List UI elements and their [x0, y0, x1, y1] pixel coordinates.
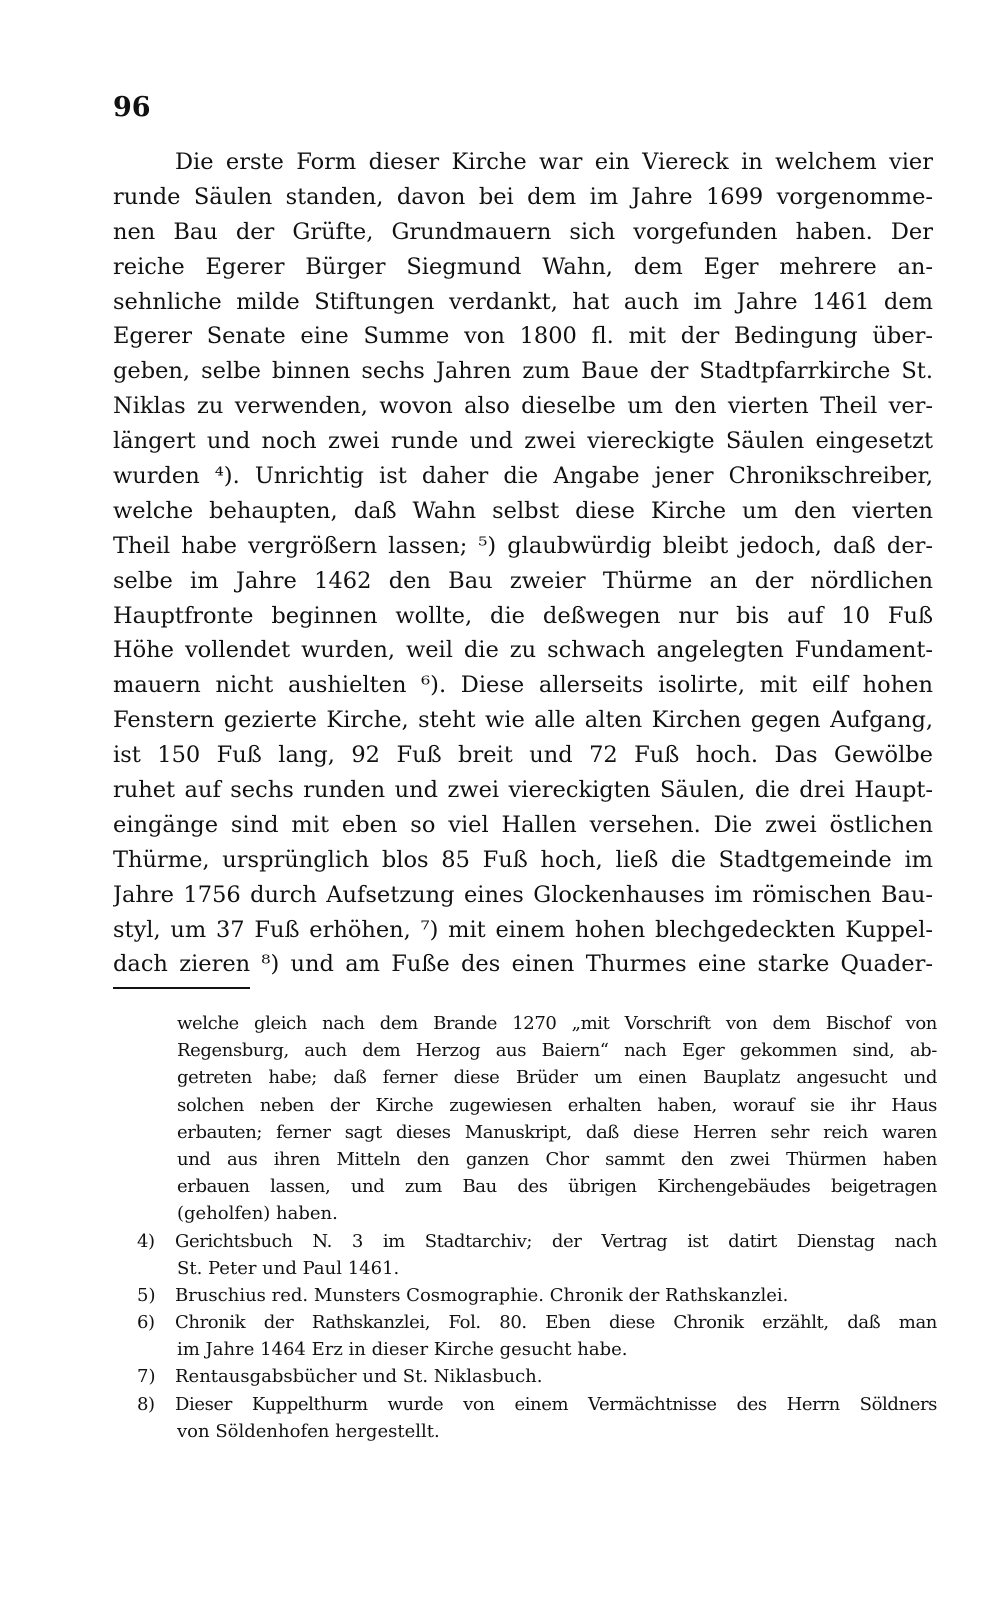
footnote-number: 6): [137, 1312, 155, 1334]
footnote-8: [137, 1391, 937, 1418]
page-number: 96: [113, 92, 151, 123]
body-line: Hauptfronte beginnen wollte, die deßwegen nur bis auf 10 Fuß: [113, 602, 933, 629]
body-line: eingänge sind mit eben so viel Hallen versehen. Die zwei östlichen: [113, 811, 933, 838]
footnote-divider: [113, 987, 250, 989]
body-line: styl, um 37 Fuß erhöhen, ⁷) mit einem hohen blechgedeckten Kuppel-: [113, 916, 933, 943]
footnote-7: [137, 1363, 937, 1390]
footnote-8-continuation: von Söldenhofen hergestellt.: [177, 1420, 440, 1442]
body-line: reiche Egerer Bürger Siegmund Wahn, dem Eger mehrere an-: [113, 253, 933, 280]
footnote-number: 8): [137, 1393, 155, 1415]
body-line: ruhet auf sechs runden und zwei viereckigten Säulen, die drei Haupt-: [113, 777, 933, 804]
footnote-text: Gerichtsbuch N. 3 im Stadtarchiv; der Vertrag ist datirt Dienstag nach: [175, 1230, 937, 1252]
footnote-text: Dieser Kuppelthurm wurde von einem Vermächtnisse des Herrn Söldners: [175, 1393, 937, 1415]
body-line: Die erste Form dieser Kirche war ein Viereck in welchem vier: [175, 149, 933, 175]
body-line: mauern nicht aushielten ⁶). Diese allerseits isolirte, mit eilf hohen: [113, 672, 933, 699]
body-line: welche behaupten, daß Wahn selbst diese Kirche um den vierten: [113, 497, 933, 524]
footnote-number: 5): [137, 1284, 156, 1306]
body-line: Fenstern gezierte Kirche, steht wie alle alten Kirchen gegen Aufgang,: [113, 707, 933, 734]
footnote-text: Rentausgabsbücher und St. Niklasbuch.: [175, 1366, 543, 1388]
body-line: geben, selbe binnen sechs Jahren zum Baue der Stadtpfarrkirche St.: [113, 358, 933, 385]
body-line: Höhe vollendet wurden, weil die zu schwach angelegten Fundament-: [113, 637, 933, 664]
footnote-6-continuation: im Jahre 1464 Erz in dieser Kirche gesucht habe.: [177, 1339, 628, 1361]
body-line: dach zieren ⁸) und am Fuße des einen Thurmes eine starke Quader-: [113, 951, 933, 978]
footnote-continuation-line: (geholfen) haben.: [177, 1203, 338, 1225]
body-line: Niklas zu verwenden, wovon also dieselbe um den vierten Theil ver-: [113, 393, 933, 420]
footnote-continuation-line: welche gleich nach dem Brande 1270 „mit Vorschrift von dem Bischof von: [177, 1013, 937, 1034]
body-line: längert und noch zwei runde und zwei viereckigte Säulen eingesetzt: [113, 428, 933, 455]
footnote-4: [137, 1228, 937, 1255]
body-text: [113, 145, 933, 982]
footnote-number: 7): [137, 1366, 156, 1388]
footnote-number: 4): [137, 1230, 155, 1252]
footnote-text: Chronik der Rathskanzlei, Fol. 80. Eben diese Chronik erzählt, daß man: [175, 1312, 937, 1334]
body-line: nen Bau der Grüfte, Grundmauern sich vorgefunden haben. Der: [113, 218, 933, 245]
footnote-continuation-line: erbauen lassen, und zum Bau des übrigen Kirchengebäudes beigetragen: [177, 1176, 937, 1198]
body-line: Thürme, ursprünglich blos 85 Fuß hoch, ließ die Stadtgemeinde im: [113, 846, 933, 873]
body-line: wurden ⁴). Unrichtig ist daher die Angabe jener Chronikschreiber,: [113, 463, 933, 490]
footnote-continuation-line: Regensburg, auch dem Herzog aus Baiern“ nach Eger gekommen sind, ab-: [177, 1040, 937, 1062]
footnote-6: [137, 1309, 937, 1336]
footnotes: [137, 1010, 937, 1445]
body-line: runde Säulen standen, davon bei dem im Jahre 1699 vorgenomme-: [113, 183, 933, 210]
footnote-4-continuation: St. Peter und Paul 1461.: [177, 1257, 400, 1279]
footnote-continuation-line: solchen neben der Kirche zugewiesen erhalten haben, worauf sie ihr Haus: [177, 1094, 937, 1116]
body-line: selbe im Jahre 1462 den Bau zweier Thürme an der nördlichen: [113, 567, 933, 594]
footnote-continuation-line: erbauten; ferner sagt dieses Manuskript, daß diese Herren sehr reich waren: [177, 1121, 937, 1143]
footnote-text: Bruschius red. Munsters Cosmographie. Chronik der Rathskanzlei.: [175, 1284, 789, 1306]
footnote-continuation-line: getreten habe; daß ferner diese Brüder um einen Bauplatz angesucht und: [177, 1067, 937, 1089]
body-line: sehnliche milde Stiftungen verdankt, hat auch im Jahre 1461 dem: [113, 288, 933, 315]
footnote-continuation-line: und aus ihren Mitteln den ganzen Chor sammt den zwei Thürmen haben: [177, 1148, 937, 1170]
body-line: ist 150 Fuß lang, 92 Fuß breit und 72 Fuß hoch. Das Gewölbe: [113, 742, 933, 769]
body-line: Jahre 1756 durch Aufsetzung eines Glockenhauses im römischen Bau-: [113, 881, 933, 908]
body-line: Egerer Senate eine Summe von 1800 fl. mit der Bedingung über-: [113, 323, 933, 350]
footnote-5: [137, 1282, 937, 1309]
body-line: Theil habe vergrößern lassen; ⁵) glaubwürdig bleibt jedoch, daß der-: [113, 532, 933, 559]
